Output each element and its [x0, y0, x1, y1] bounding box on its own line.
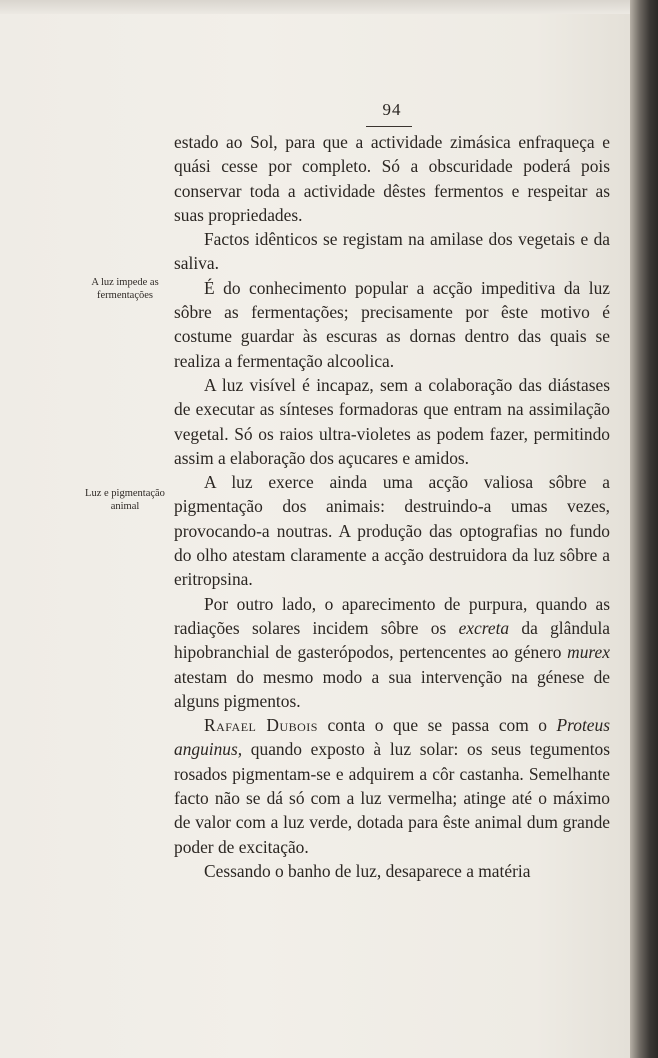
page-number: 94: [382, 100, 402, 119]
paragraph: estado ao Sol, para que a actividade zimásica enfraqueça e quási cesse por completo. Só a obscuridade poderá pois conservar toda a actividade dêstes fermentos e respeitar as suas propriedades.: [174, 132, 610, 225]
page-top-edge: [0, 0, 630, 14]
body-text: [174, 130, 610, 883]
book-spine-shadow: [630, 0, 658, 1058]
paragraph: É do conhecimento popular a acção impeditiva da luz sôbre as fermentações; precisamente por êste motivo é costume guardar às escuras as dornas dentro das quais se realiza a fermentação alcoolica.: [174, 277, 610, 371]
paragraph: Rafael Dubois conta o que se passa com o Proteus anguinus, quando exposto à luz solar: os seus tegumentos rosados pigmentam-se e adquirem a côr castanha. Semelhante facto não se dá só com a luz vermelha; atinge até o máximo de valor com a luz verde, dotada para êste animal dum grande poder de excitação.: [174, 715, 610, 857]
paragraph: A luz visível é incapaz, sem a colaboração das diástases de executar as sínteses formadoras que entram na assimilação vegetal. Só os raios ultra-violetes as podem fazer, permitindo assim a elaboração dos açucares e amidos.: [174, 374, 610, 468]
paragraph: Factos idênticos se registam na amilase dos vegetais e da saliva.: [174, 229, 610, 274]
paragraph: A luz exerce ainda uma acção valiosa sôbre a pigmentação dos animais: destruindo-a umas vezes, provocando-a noutras. A produção das optografias no fundo do olho atestam claramente a acção destruidora da luz sôbre a eritropsina.: [174, 472, 610, 590]
margin-note-light-pigmentation: Luz e pigmentação animal: [85, 488, 165, 512]
page-number-rule: [366, 126, 412, 127]
paragraph: Por outro lado, o aparecimento de purpura, quando as radiações solares incidem sôbre os excreta da glândula hipobranchial de gasterópodos, pertencentes ao género murex atestam do mesmo modo a sua intervenção na génese de alguns pigmentos.: [174, 593, 610, 711]
margin-note-light-fermentation: A luz impede as fermentações: [91, 277, 159, 301]
paragraph: Cessando o banho de luz, desaparece a matéria: [204, 860, 531, 881]
